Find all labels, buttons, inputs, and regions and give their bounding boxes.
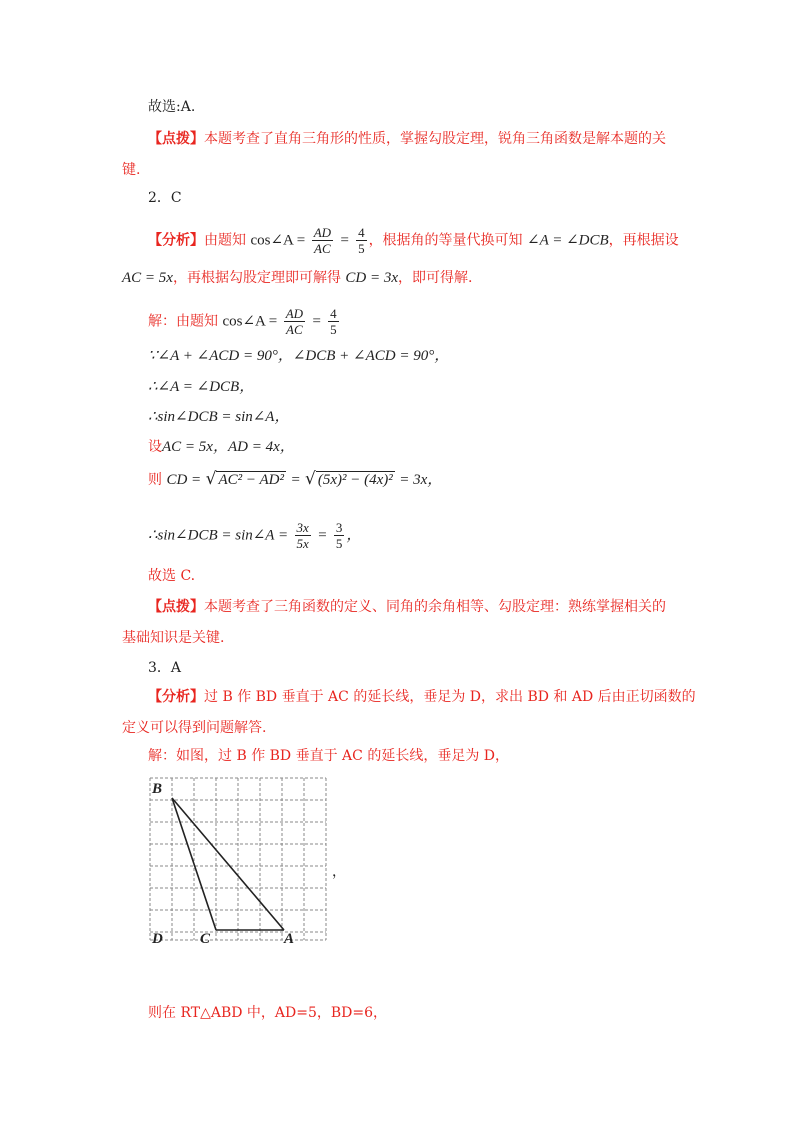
analysis-3-line1	[148, 687, 696, 707]
label-c: C	[200, 931, 211, 947]
analysis-text: 过 B 作 BD 垂直于 AC 的延长线，垂足为 D，求出 BD 和 AD 后由正切函数的	[204, 689, 696, 705]
hint-text: 本题考查了直角三角形的性质，掌握勾股定理，锐角三角函数是解本题的关	[204, 131, 666, 147]
fraction-ad-ac: $\frac{AD}{AC}$	[285, 306, 304, 337]
analysis-2-line2	[122, 268, 472, 288]
analysis-text: ，再根据设	[608, 232, 679, 249]
hint-text: 本题考查了三角函数的定义、同角的余角相等、勾股定理：熟练掌握相关的	[204, 599, 666, 615]
analysis-text: 由题知	[204, 232, 246, 249]
grid-diagram	[146, 775, 336, 955]
solution-2-line1	[148, 306, 341, 337]
equals: =	[311, 313, 322, 330]
hint-text-cont: 键.	[122, 162, 141, 178]
solution-2-line3: ∴∠A = ∠DCB，	[148, 379, 255, 395]
fraction-4-5: $\frac{4}{5}$	[330, 306, 337, 337]
answer-choice-2: 故选 C.	[148, 568, 196, 584]
fraction-3-5: $\frac{3}{5}$	[335, 520, 343, 551]
question-3-answer: 3．A	[148, 660, 182, 676]
sqrt-icon: √	[305, 469, 316, 489]
figure-comma: ，	[332, 864, 346, 880]
cd-expr: CD = 3x	[345, 270, 399, 286]
cd-label: CD =	[166, 472, 202, 488]
sqrt-ac-ad: AC² − AD²	[218, 472, 284, 488]
solution-2-line7	[148, 520, 361, 551]
solution-text: 解：由题知	[148, 313, 218, 330]
question-2-answer: 2．C	[148, 190, 182, 206]
solution-2-line5	[148, 437, 295, 457]
fraction-3x-5x: $\frac{3x}{5x}$	[296, 520, 309, 551]
equals: =	[290, 472, 301, 488]
triangle-figure	[146, 775, 336, 955]
label-d: D	[152, 931, 163, 947]
analysis-2-line1	[148, 225, 679, 256]
solution-2-line4: ∴sin∠DCB = sin∠A，	[148, 409, 290, 425]
analysis-text: ，再根据勾股定理即可解得	[172, 270, 341, 286]
equals: =	[339, 232, 350, 249]
sqrt-icon: √	[205, 469, 217, 489]
label-a: A	[284, 931, 295, 947]
fraction-ad-ac: $\frac{AD}{AC}$	[313, 225, 332, 256]
cd-result: = 3x	[399, 472, 428, 488]
comma: ，	[346, 527, 362, 544]
hint-bracket: 【点拨】	[148, 131, 204, 147]
hint-paragraph-1	[148, 129, 666, 149]
comma: ，	[427, 472, 443, 488]
equals: =	[317, 527, 328, 544]
hint-bracket: 【点拨】	[148, 599, 204, 615]
sqrt-5x-4x: (5x)² − (4x)²	[317, 472, 393, 488]
ac-expr: AC = 5x	[122, 270, 173, 286]
cos-expr: cos∠A =	[222, 313, 278, 330]
label-b: B	[152, 781, 163, 797]
angle-equality: ∠A = ∠DCB	[527, 232, 609, 249]
solution-2-line2: ∵∠A + ∠ACD = 90°，∠DCB + ∠ACD = 90°，	[148, 348, 450, 364]
analysis-text: ，即可得解.	[398, 270, 473, 286]
let-expr: AC = 5x，AD = 4x，	[162, 439, 295, 455]
analysis-text: ，根据角的等量代换可知	[368, 232, 523, 249]
let-text: 设	[148, 439, 162, 455]
analysis-bracket: 【分析】	[148, 232, 204, 249]
answer-choice-1: 故选:A.	[148, 99, 196, 115]
fraction-4-5: $\frac{4}{5}$	[358, 225, 365, 256]
analysis-3-line2: 定义可以得到问题解答.	[122, 720, 267, 736]
hint-paragraph-2	[148, 597, 666, 617]
cos-expr: cos∠A =	[250, 232, 306, 249]
solution-3-last-line: 则在 RT△ABD 中，AD=5，BD=6，	[148, 1005, 388, 1021]
then-text: 则	[148, 472, 162, 488]
solution-2-line6	[148, 469, 442, 490]
sin-expr: ∴sin∠DCB = sin∠A =	[148, 527, 289, 544]
analysis-bracket: 【分析】	[148, 689, 204, 705]
solution-3-line1: 解：如图，过 B 作 BD 垂直于 AC 的延长线，垂足为 D，	[148, 748, 509, 764]
hint-text-cont: 基础知识是关键.	[122, 630, 225, 646]
